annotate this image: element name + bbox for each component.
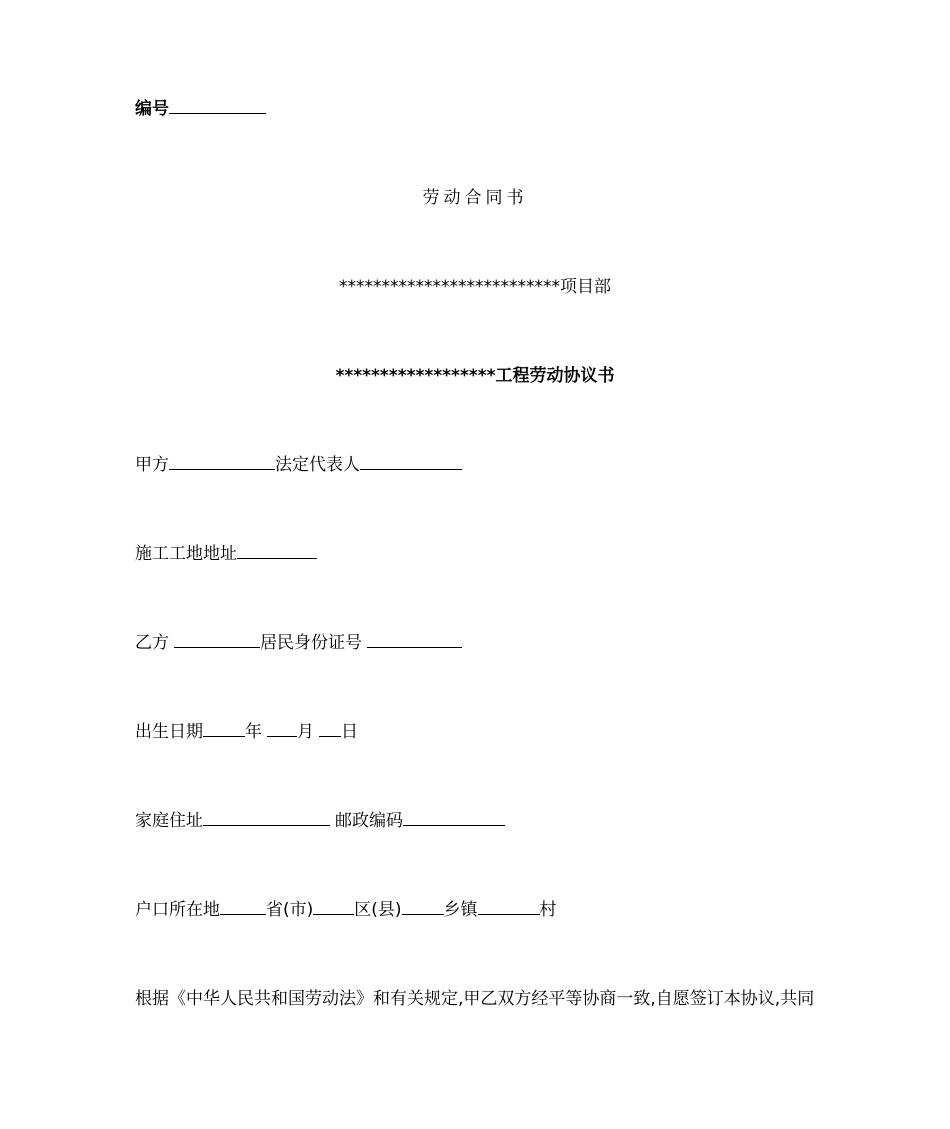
birth-day-blank[interactable]: [319, 721, 341, 737]
hukou-province-blank[interactable]: [220, 899, 266, 915]
party-a-label: 甲方: [135, 455, 169, 475]
party-b-blank[interactable]: [174, 632, 260, 648]
year-label: 年: [245, 722, 262, 742]
home-address-label: 家庭住址: [135, 811, 203, 831]
village-label: 村: [539, 900, 557, 920]
legal-rep-blank[interactable]: [360, 454, 462, 470]
contract-number-blank[interactable]: [169, 98, 266, 114]
hukou-town-blank[interactable]: [402, 899, 444, 915]
postcode-label: 邮政编码: [335, 811, 403, 831]
home-address-blank[interactable]: [203, 810, 330, 826]
party-b-label: 乙方: [135, 633, 169, 653]
contract-number-label: 编号: [135, 99, 169, 119]
month-label: 月: [297, 722, 314, 742]
hukou-line: [135, 899, 557, 921]
district-label: 区(县): [354, 900, 402, 920]
hukou-district-blank[interactable]: [313, 899, 354, 915]
agreement-title: ******************工程劳动协议书: [335, 366, 615, 386]
birth-month-blank[interactable]: [267, 721, 297, 737]
birth-date-label: 出生日期: [135, 722, 203, 742]
site-address-line: [135, 543, 317, 565]
day-label: 日: [341, 722, 358, 742]
party-a-blank[interactable]: [169, 454, 275, 470]
hukou-village-blank[interactable]: [478, 899, 540, 915]
postcode-blank[interactable]: [403, 810, 505, 826]
town-label: 乡镇: [443, 900, 478, 920]
province-label: 省(市): [266, 900, 314, 920]
site-address-blank[interactable]: [237, 543, 317, 559]
legal-rep-label: 法定代表人: [275, 455, 360, 475]
birth-date-line: [135, 721, 358, 743]
birth-year-blank[interactable]: [203, 721, 245, 737]
contract-number-line: [135, 98, 266, 120]
home-address-line: [135, 810, 505, 832]
hukou-label: 户口所在地: [135, 900, 220, 920]
site-address-label: 施工工地地址: [135, 544, 237, 564]
body-paragraph: 根据《中华人民共和国劳动法》和有关规定,甲乙双方经平等协商一致,自愿签订本协议,共同: [135, 989, 815, 1009]
department-line: **************************项目部: [339, 277, 611, 297]
id-number-blank[interactable]: [367, 632, 462, 648]
document-title: 劳动合同书: [422, 188, 528, 208]
party-b-line: [135, 632, 462, 654]
party-a-line: [135, 454, 462, 476]
id-number-label: 居民身份证号: [260, 633, 362, 653]
